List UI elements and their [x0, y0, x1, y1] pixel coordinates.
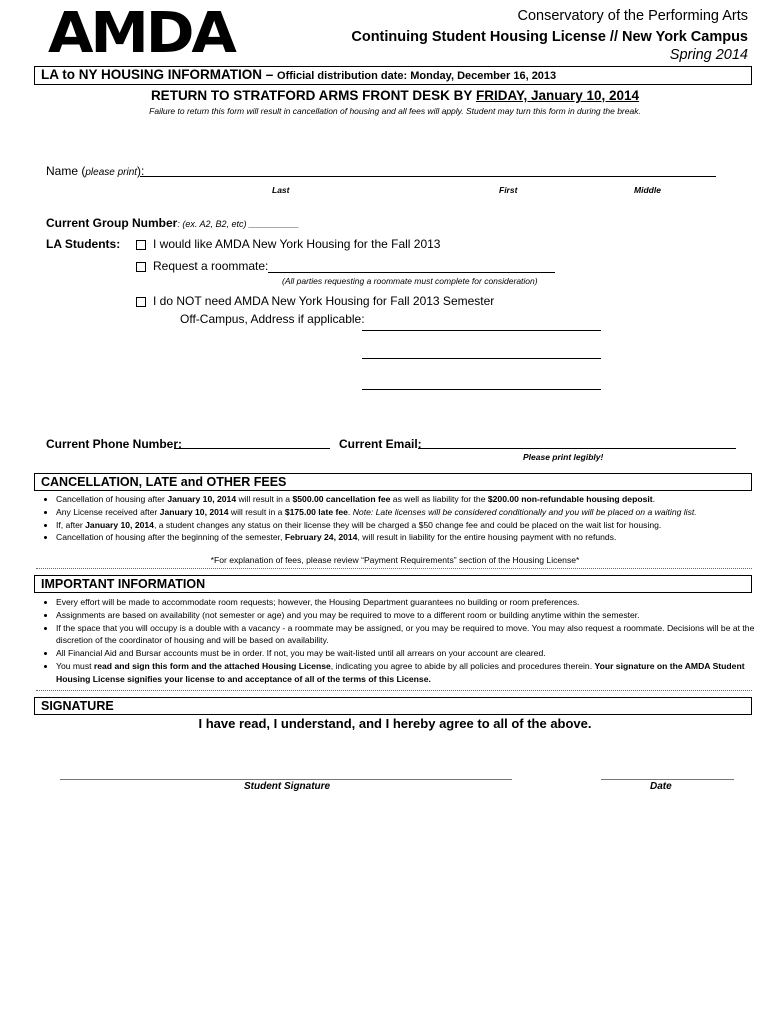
group-number-hint: : (ex. A2, B2, etc) __________ — [177, 219, 300, 229]
first-name-caption: First — [499, 185, 518, 195]
phone-field[interactable] — [174, 448, 330, 449]
name-label — [46, 164, 144, 178]
fee4-text-a: Cancellation of housing after the beginning of the semester, — [56, 532, 285, 543]
fee1-text-g: . — [652, 494, 655, 504]
amda-logo: AMDA — [48, 1, 234, 66]
name-label-text: Name ( — [46, 164, 86, 178]
fee1-text-a: Cancellation of housing after — [56, 494, 168, 504]
address-line-2[interactable] — [362, 358, 601, 359]
conservatory-title: Conservatory of the Performing Arts — [517, 8, 748, 24]
last-name-caption: Last — [272, 185, 290, 195]
phone-label: Current Phone Number: — [46, 437, 183, 451]
name-hint: please print — [85, 167, 138, 178]
important-list — [40, 596, 766, 686]
return-instruction — [0, 88, 770, 103]
address-line-1[interactable] — [362, 330, 601, 331]
fee2-text-e: . — [347, 506, 353, 517]
la-students-label: LA Students: — [46, 237, 121, 251]
return-prefix: RETURN TO STRATFORD ARMS FRONT DESK BY — [150, 88, 476, 103]
fee2-text-c: will result in a — [228, 506, 285, 517]
student-signature-caption: Student Signature — [244, 781, 331, 792]
no-housing-label: I do NOT need AMDA New York Housing for Fall 2013 Semester — [153, 294, 495, 308]
important5-bold-d: Your signature on the AMDA Student Housing License signifies your license to and acceptance of all of the terms of this License. — [56, 660, 745, 684]
important5-bold-b: read and sign this form and the attached Housing License — [93, 660, 331, 671]
fee3-text-c: , a student changes any status on their license they will be charged a $50 change fee and could be placed on the wait list for housing. — [153, 519, 662, 530]
agreement-statement: I have read, I understand, and I hereby agree to all of the above. — [198, 716, 592, 731]
fee1-date: January 10, 2014 — [167, 494, 237, 504]
option-fall-label: I would like AMDA New York Housing for the Fall 2013 — [153, 237, 441, 251]
group-number-row — [46, 216, 299, 230]
fee3-date: January 10, 2014 — [85, 519, 154, 530]
return-deadline: FRIDAY, January 10, 2014 — [475, 88, 640, 103]
fee1-deposit: $200.00 non-refundable housing deposit — [487, 494, 653, 504]
fee2-date: January 10, 2014 — [159, 506, 229, 517]
housing-info-box — [34, 66, 752, 85]
name-label-end: ): — [137, 164, 145, 178]
fee1-text-c: will result in a — [236, 494, 293, 504]
fees-list — [40, 493, 766, 544]
fee3-text-a: If, after — [56, 519, 86, 530]
signature-section-title: SIGNATURE — [34, 697, 752, 715]
fee-item — [56, 493, 766, 506]
form-title: Continuing Student Housing License // New York Campus — [351, 29, 748, 45]
fee2-text-a: Any License received after — [56, 506, 160, 517]
address-label: Off-Campus, Address if applicable: — [180, 312, 365, 326]
fee2-amount: $175.00 late fee — [284, 506, 348, 517]
important-item: • Assignments are based on availability (not semester or age) and you may be required to move to a different room or building anytime within the semester. — [56, 609, 766, 622]
email-field[interactable] — [418, 448, 736, 449]
housing-option-fall — [136, 237, 440, 251]
roommate-option — [136, 259, 268, 273]
important5-text-c: , indicating you agree to abide by all policies and procedures therein. — [330, 660, 595, 671]
important-item — [56, 660, 766, 686]
date-field[interactable] — [601, 779, 734, 780]
date-caption: Date — [650, 781, 672, 792]
no-housing-option — [136, 294, 494, 308]
fee-item — [56, 531, 766, 544]
fee4-text-c: , will result in liability for the entire housing payment with no refunds. — [357, 532, 617, 543]
important-section-title: IMPORTANT INFORMATION — [34, 575, 752, 593]
name-field[interactable] — [140, 176, 716, 177]
fee1-text-e: as well as liability for the — [390, 494, 488, 504]
important5-text-a: You must — [56, 660, 94, 671]
group-number-label: Current Group Number — [46, 216, 178, 230]
important-item: • If the space that you will occupy is a double with a vacancy - a roommate may be assigned, or you may be required to move. You may also request a roommate. Decisions will be at the discretion of the coordinator of housing and will be based on availability. — [56, 622, 766, 648]
distribution-date: Official distribution date: Monday, December 16, 2013 — [277, 70, 557, 82]
checkbox-roommate[interactable] — [136, 262, 146, 272]
print-legibly-note: Please print legibly! — [523, 452, 604, 462]
failure-note: Failure to return this form will result in cancellation of housing and all fees will apply. Student may turn this form in during the break. — [149, 106, 641, 116]
checkbox-fall-housing[interactable] — [136, 240, 146, 250]
fee-item — [56, 519, 766, 532]
fee2-note: Note: Late licenses will be considered conditionally and you will be placed on a waiting list. — [352, 506, 697, 517]
email-label: Current Email: — [339, 437, 422, 451]
roommate-label: Request a roommate: — [153, 259, 269, 273]
divider — [36, 568, 752, 569]
address-line-3[interactable] — [362, 389, 601, 390]
fee-item — [56, 506, 766, 519]
fee4-date: February 24, 2014 — [284, 532, 358, 543]
roommate-field[interactable] — [268, 272, 555, 273]
divider — [36, 690, 752, 691]
important-item: • All Financial Aid and Bursar accounts must be in order. If not, you may be wait-listed until all arrears on your account are cleared. — [56, 647, 766, 660]
housing-info-title: LA to NY HOUSING INFORMATION – — [41, 67, 274, 82]
fee1-amount: $500.00 cancellation fee — [292, 494, 391, 504]
important-item: • Every effort will be made to accommodate room requests; however, the Housing Department guarantees no building or room preferences. — [56, 596, 766, 609]
checkbox-no-housing[interactable] — [136, 297, 146, 307]
roommate-note: (All parties requesting a roommate must complete for consideration) — [282, 276, 538, 286]
student-signature-field[interactable] — [60, 779, 512, 780]
fees-section-title: CANCELLATION, LATE and OTHER FEES — [34, 473, 752, 491]
fees-footnote: *For explanation of fees, please review “Payment Requirements” section of the Housing License* — [210, 555, 580, 565]
term-label: Spring 2014 — [669, 47, 748, 63]
middle-name-caption: Middle — [634, 185, 661, 195]
